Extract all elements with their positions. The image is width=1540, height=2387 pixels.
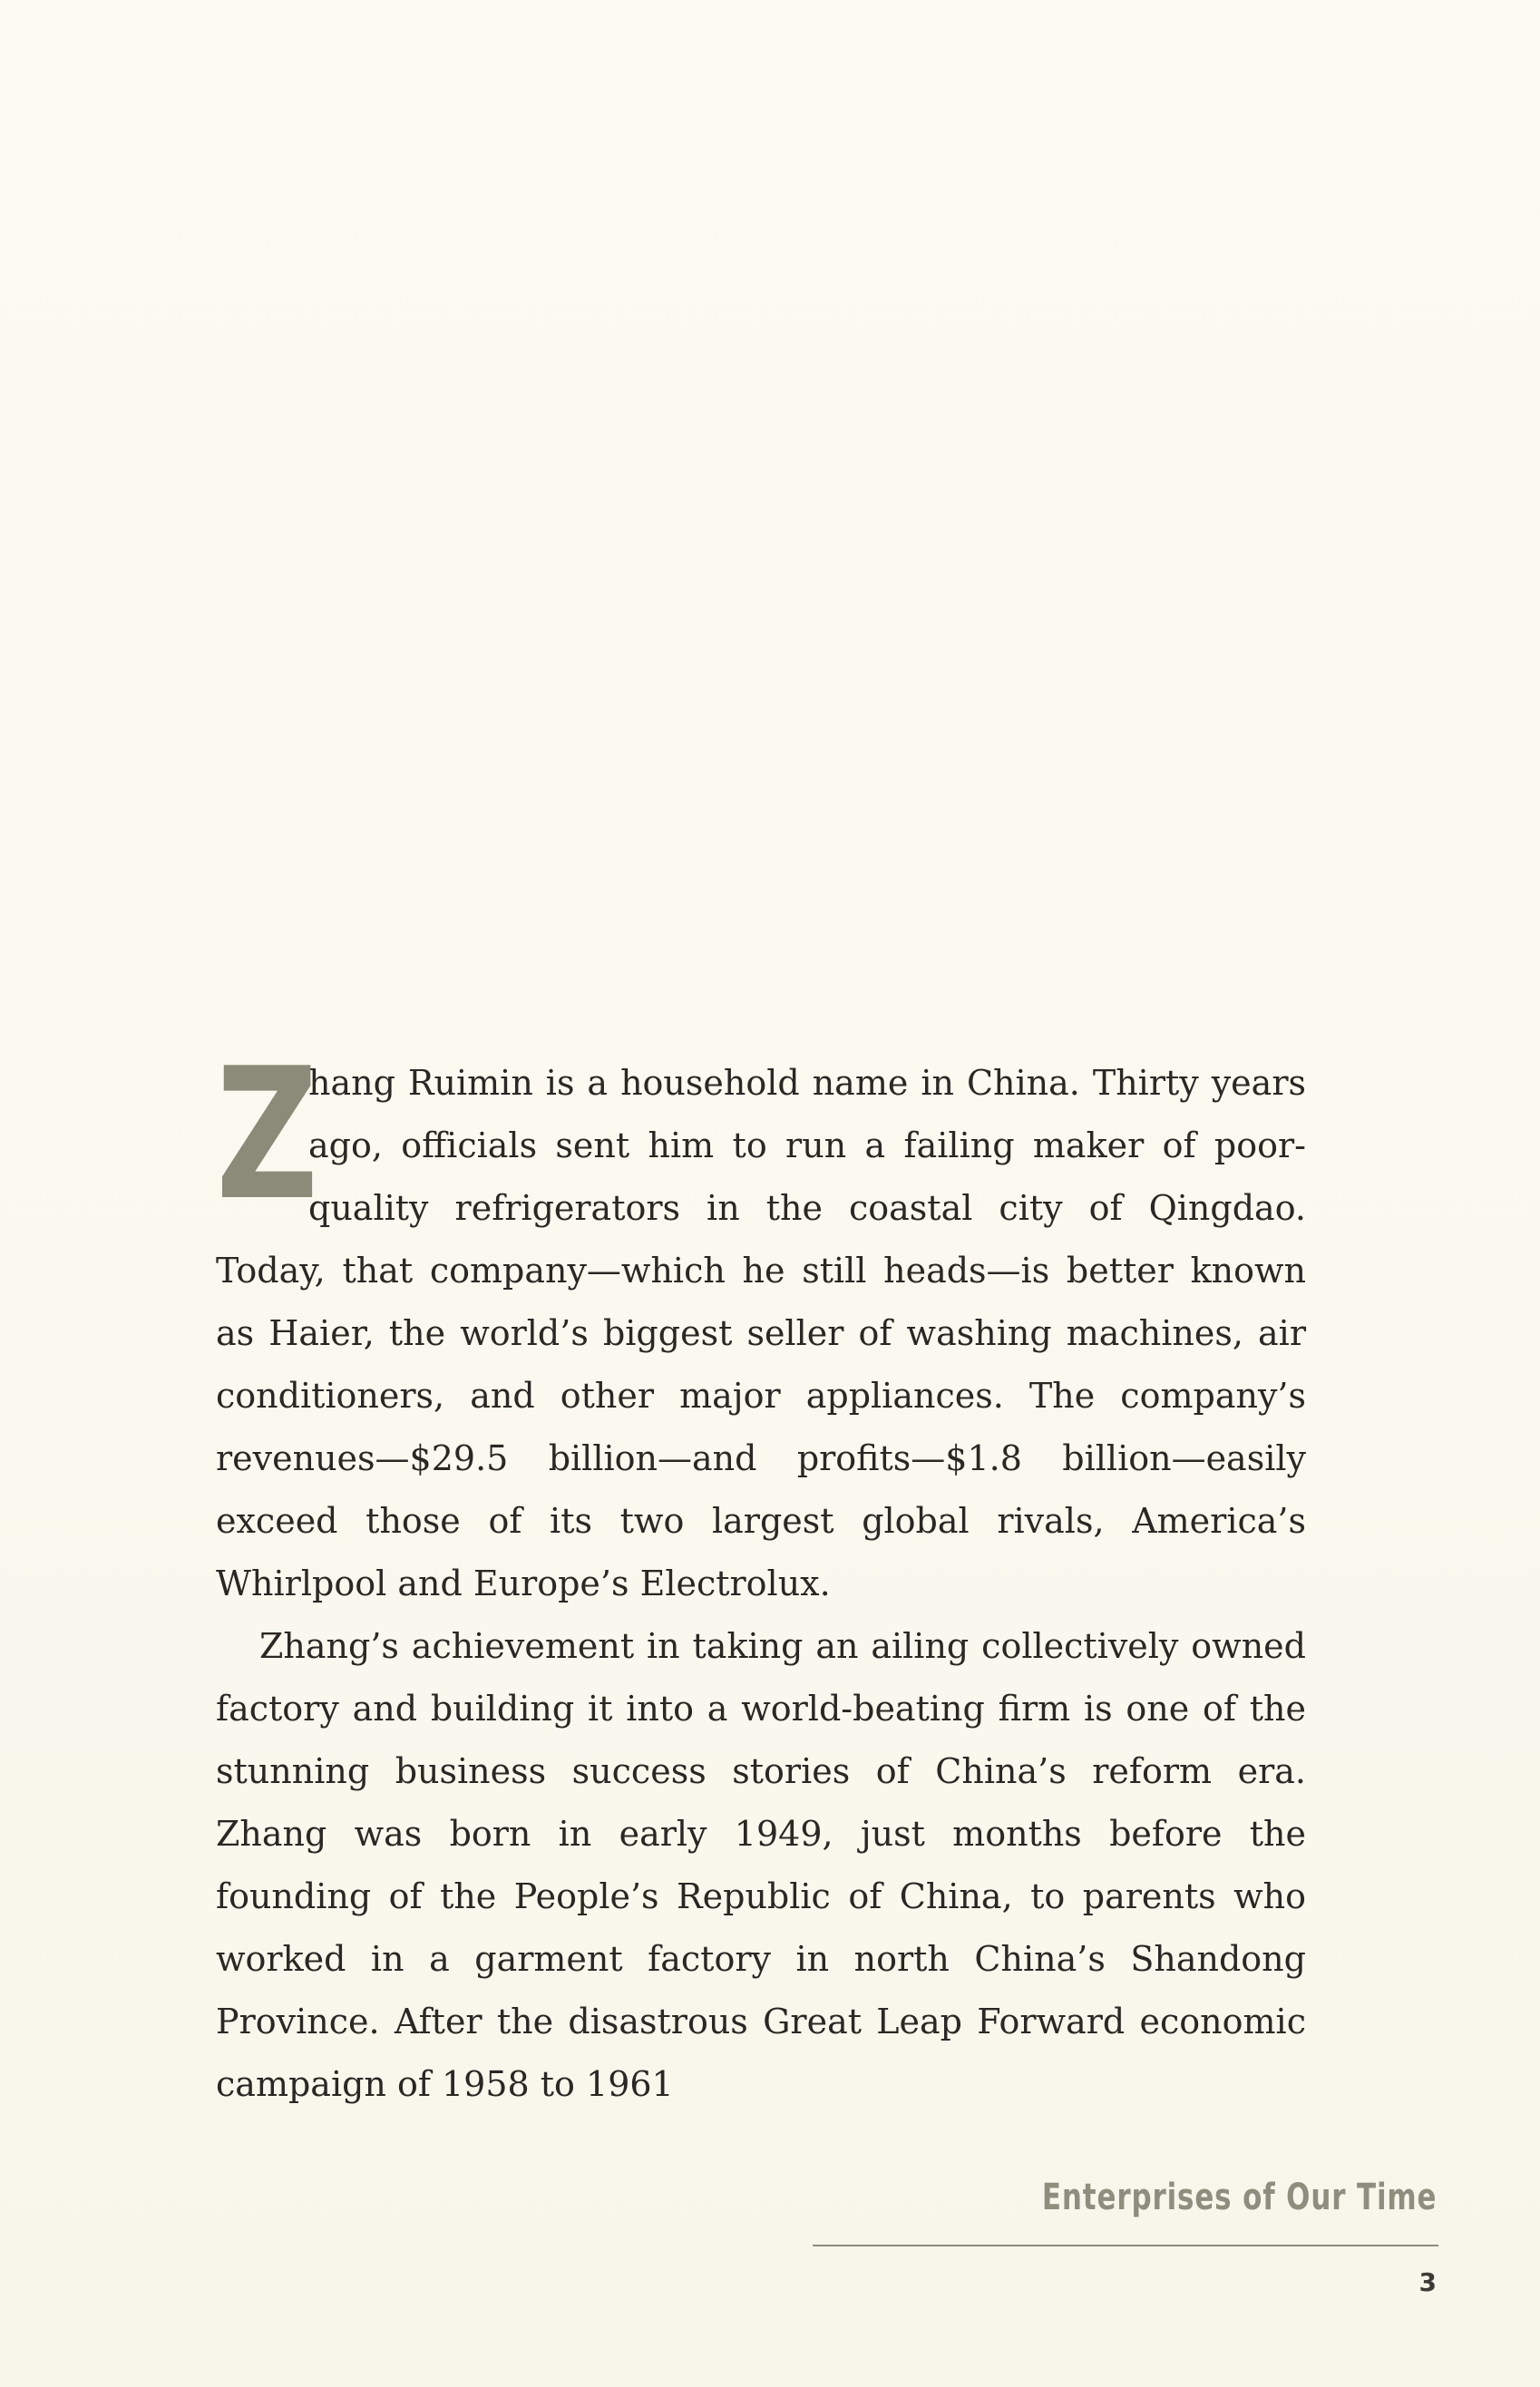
- paragraph-1-text: hang Ruimin is a household name in China. Thirty years ago, officials sent him to run a failing maker of poor-quality refrigerators in the coastal city of Qingdao. Today, that company—which he still heads—is better known as Haier, the world’s biggest seller of washing machines, air conditioners, and other major appliances. The company’s revenues—$29.5 billion—and profits—$1.8 billion—easily exceed those of its two largest global rivals, America’s Whirlpool and Europe’s Electrolux.: [216, 1063, 1306, 1603]
- paragraph-1: [216, 1029, 1306, 1615]
- drop-cap: Z: [216, 1029, 315, 1241]
- series-title: Enterprises of Our Time: [1041, 2177, 1437, 2218]
- page-number: 3: [1418, 2267, 1437, 2297]
- paragraph-2: Zhang’s achievement in taking an ailing collectively owned factory and building it into a world-beating firm is one of the stunning business success stories of China’s reform era. Zhang was born in early 1949, just months before the founding of the People’s Republic of China, to parents who worked in a garment factory in north China’s Shandong Province. After the disastrous Great Leap Forward economic campaign of 1958 to 1961: [216, 1626, 1306, 2104]
- footer-divider: [813, 2245, 1438, 2246]
- body-text: [216, 1029, 1306, 2116]
